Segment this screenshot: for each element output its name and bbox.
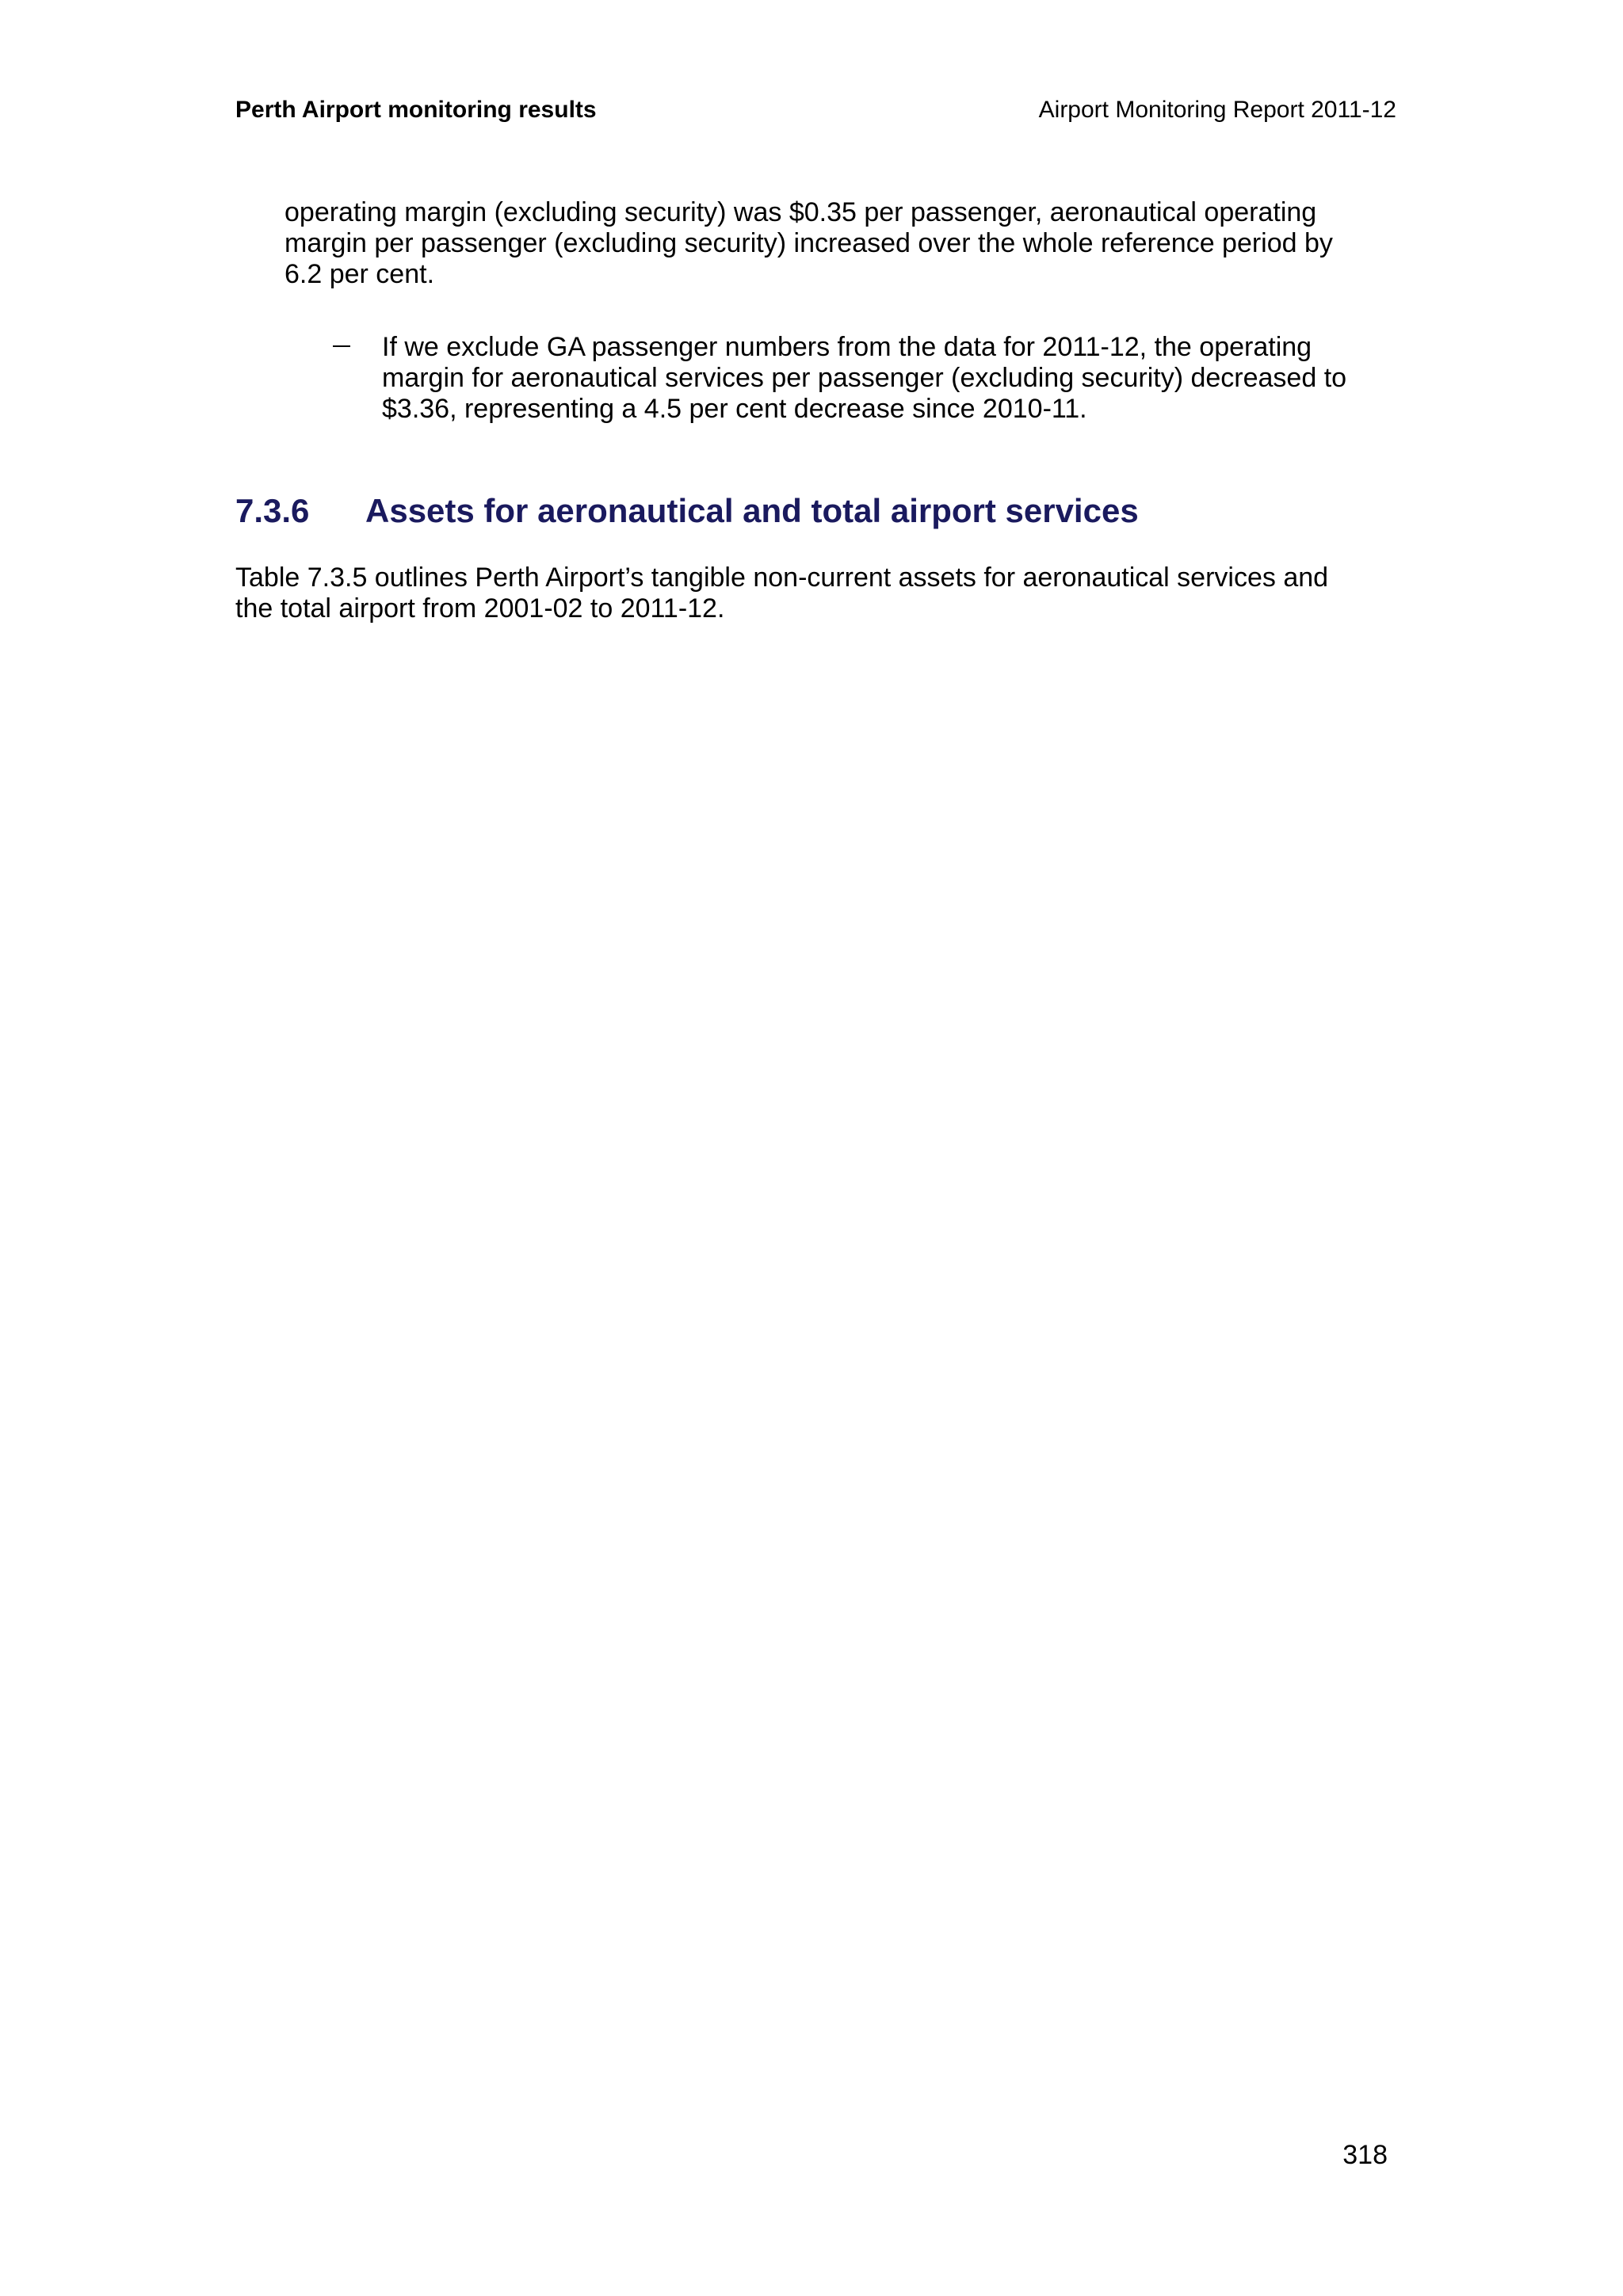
paragraph-line: $3.36, representing a 4.5 per cent decrease since 2010-11. xyxy=(382,394,1087,424)
paragraph-line: If we exclude GA passenger numbers from the data for 2011-12, the operating xyxy=(382,332,1312,362)
paragraph-line: Table 7.3.5 outlines Perth Airport’s tangible non-current assets for aeronautical services and xyxy=(235,563,1329,593)
paragraph-line: margin for aeronautical services per passenger (excluding security) decreased to xyxy=(382,363,1347,393)
page-number: 318 xyxy=(1342,2140,1388,2170)
section-number: 7.3.6 xyxy=(235,492,310,529)
paragraph-line: 6.2 per cent. xyxy=(285,259,435,289)
section-heading: Assets for aeronautical and total airport services xyxy=(365,492,1139,529)
sub-bullet-paragraph xyxy=(382,332,1444,425)
paragraph-line: margin per passenger (excluding security) increased over the whole reference period by xyxy=(285,228,1333,258)
paragraph-line: the total airport from 2001-02 to 2011-12. xyxy=(235,593,725,624)
header-right-title: Airport Monitoring Report 2011-12 xyxy=(1038,97,1396,123)
continued-paragraph xyxy=(285,197,1394,290)
dash-bullet-icon xyxy=(333,331,357,362)
header-left-title: Perth Airport monitoring results xyxy=(235,97,597,123)
paragraph-line: operating margin (excluding security) was $0.35 per passenger, aeronautical operating xyxy=(285,197,1317,227)
section-paragraph xyxy=(235,563,1392,624)
